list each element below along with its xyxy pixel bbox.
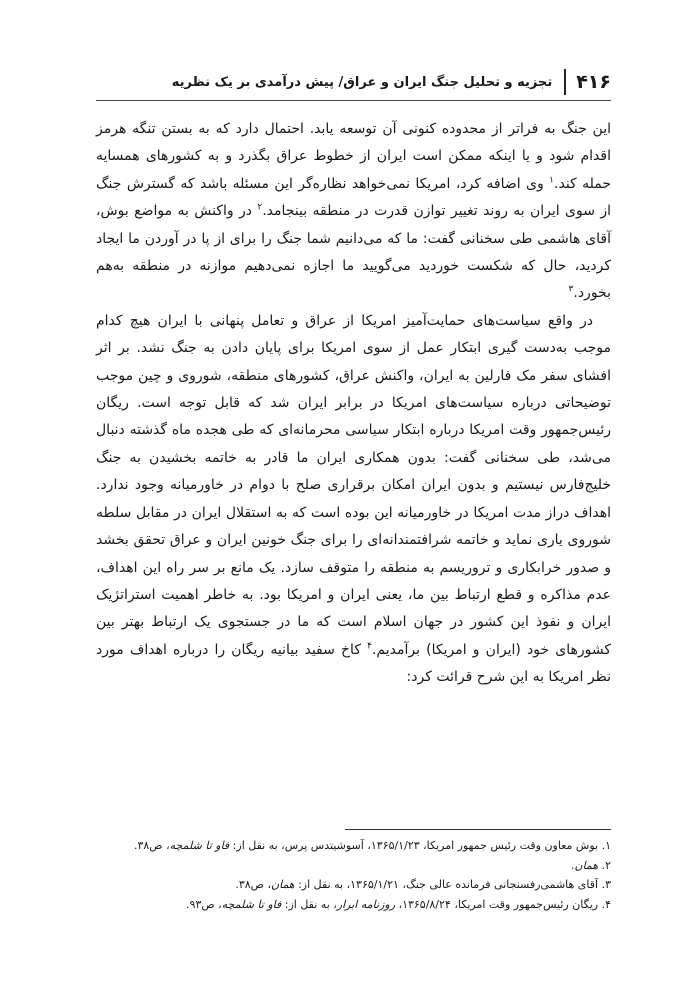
- running-title: تجزیه و تحلیل جنگ ایران و عراق/ پیش درآمدی بر یک نظریه: [171, 74, 553, 90]
- paragraph: [96, 116, 611, 308]
- footnotes: [91, 836, 611, 914]
- footnote: ۱. بوش معاون وقت رئیس جمهور امریکا، ۱۳۶۵/۱/۲۳، آسوشیتدس پرس، به نقل از: فاو تا شلمچه، ص۳۸.: [133, 839, 611, 852]
- page-number: ۴۱۶: [564, 69, 611, 95]
- paragraph: [96, 308, 611, 692]
- footnote: ۳. آقای هاشمی‌رفسنجانی فرمانده عالی جنگ، ۱۳۶۵/۱/۲۱، به نقل از: همان، ص۳۸.: [235, 878, 611, 892]
- footnote: ۲. همان.: [570, 858, 611, 872]
- footnote-ref: ۲: [257, 202, 263, 213]
- footnote-ref: ۱: [549, 175, 555, 186]
- sentence: کاخ سفید بیانیه ریگان را درباره اهداف مورد نظر امریکا به این شرح قرائت کرد:: [96, 641, 611, 686]
- footnote-divider: [345, 829, 611, 830]
- body-text: [96, 116, 611, 692]
- sentence: در واکنش به مواضع بوش، آقای هاشمی طی سخنانی گفت: ما که می‌دانیم شما جنگ را برای از پا در آوردن ما ایجاد کردید، حال که شکست خوردید می‌گویید ما اجازه نمی‌دهیم موازنه در منطقه به‌هم بخورد.: [96, 203, 611, 302]
- sentence: وی اضافه کرد، امریکا نمی‌خواهد نظاره‌گر این مسئله باشد که گسترش جنگ از سوی ایران به روند تغییر توازن قدرت در منطقه بینجامد.: [96, 175, 612, 220]
- sentence: این جنگ به فراتر از محدوده کنونی آن توسعه یابد. احتمال دارد که به بستن تنگه هرمز اقدام شود و یا اینکه ممکن است ایران از خطوط عراق بگذرد و به کشورهای همسایه حمله کند.: [96, 121, 612, 192]
- footnote: ۴. ریگان رئیس‌جمهور وقت امریکا، ۱۳۶۵/۸/۲۴، روزنامه ابرار، به نقل از: فاو تا شلمچه، ص۹۳.: [186, 897, 611, 911]
- footnote-ref: ۴: [367, 641, 372, 652]
- footnote-ref: ۳: [568, 284, 574, 295]
- sentence: در واقع سیاست‌های حمایت‌آمیز امریکا از عراق و تعامل پنهانی با ایران هیچ کدام موجب به‌دست گیری ابتکار عمل از سوی امریکا برای پایان دادن به جنگ نشد. بر اثر افشای سفر مک فارلین به ایران، واکنش عراق، کشورهای منطقه، شوروی و چین موجب توضیحاتی درباره سیاست‌های امریکا در برابر ایران شد که قابل توجه است. ریگان رئیس‌جمهور وقت امریکا درباره ابتکار سیاسی محرمانه‌ای که طی هجده ماه گذشته دنبال می‌شد، طی سخنانی گفت: بدون همکاری ایران ما قادر به خاتمه بخشیدن به جنگ خلیج‌فارس نیستیم و بدون ایران امکان برقراری صلح با دوام در خاورمیانه وجود ندارد. اهداف دراز مدت امریکا در خاورمیانه این بوده است که به استقلال ایران در مقابل سلطه شوروی یاری نماید و خاتمه شرافتمندانه‌ای را برای جنگ خونین ایران و عراق تحقق بخشد و صدور خرابکاری و تروریسم به منطقه را متوقف سازد. یک مانع بر سر راه این اهداف، عدم مذاکره و قطع ارتباط بین ما، یعنی ایران و امریکا بود. به خاطر اهمیت استراتژیک ایران و نفوذ این کشور در جهان اسلام است که ما در جستجوی یک ارتباط بهتر بین کشورهای خود (ایران و امریکا) برآمدیم.: [96, 312, 611, 658]
- running-header: [96, 64, 611, 101]
